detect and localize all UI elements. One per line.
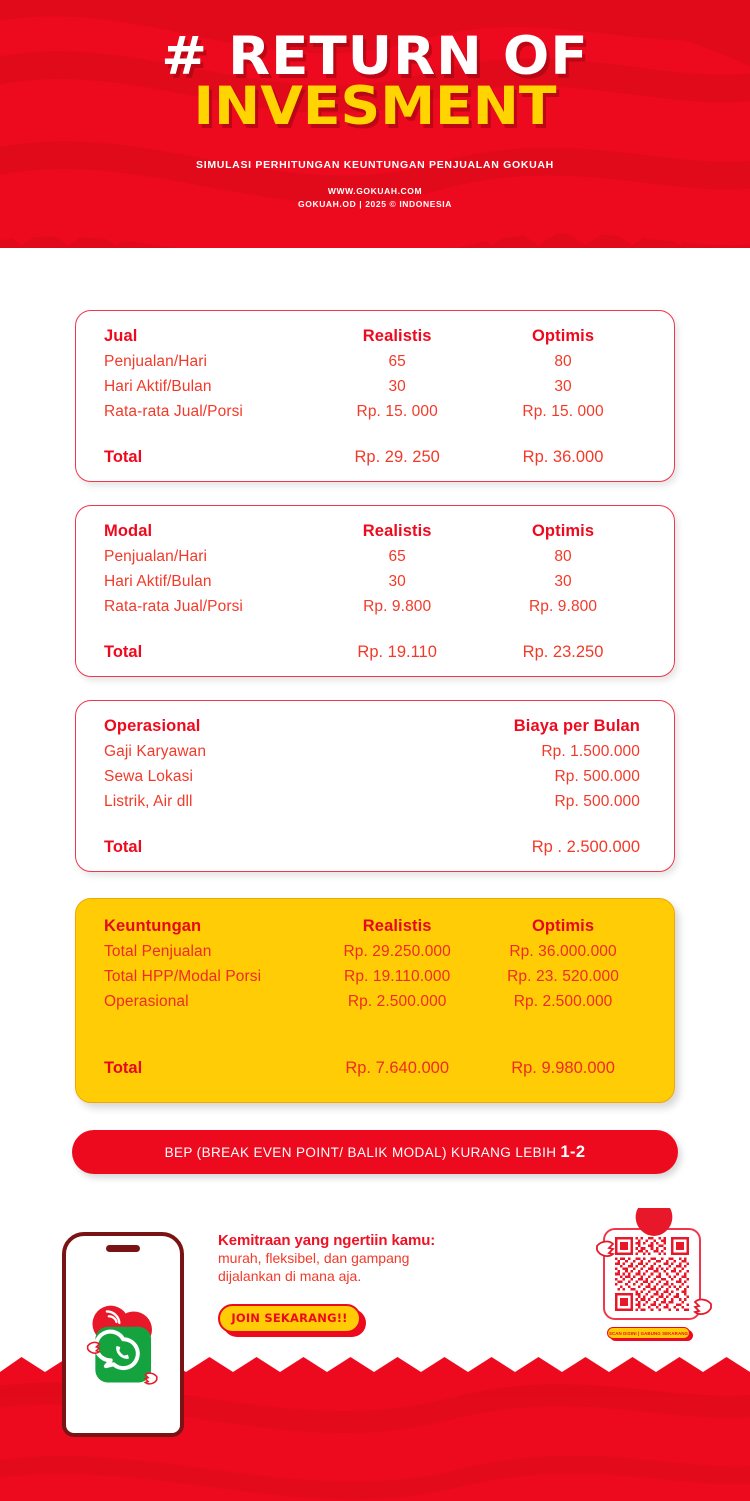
column-header-optimis: Optimis: [531, 522, 595, 540]
total-value-realistis: Rp. 29. 250: [354, 448, 440, 466]
phone-notch: [106, 1245, 140, 1252]
join-sekarang-button[interactable]: [218, 1304, 361, 1333]
row-label: Penjualan/Hari: [104, 548, 208, 565]
table-header-row: [76, 522, 674, 541]
table-row: [76, 943, 674, 961]
total-label: Total: [104, 838, 143, 856]
table-row: [76, 793, 674, 811]
qr-caption-pill: [607, 1327, 690, 1339]
row-value-realistis: Rp. 2.500.000: [347, 993, 447, 1010]
total-value-biaya: Rp . 2.500.000: [531, 838, 640, 856]
row-value-realistis: Rp. 9.800: [363, 598, 432, 615]
join-button-wrap: [218, 1304, 366, 1337]
row-value-optimis: Rp. 2.500.000: [513, 993, 613, 1010]
row-label: Operasional: [104, 993, 189, 1010]
row-value-biaya: Rp. 1.500.000: [541, 743, 640, 760]
column-header-realistis: Realistis: [362, 917, 432, 935]
bep-text: BEP (BREAK EVEN POINT/ BALIK MODAL) KURANG LEBIH: [164, 1144, 557, 1160]
copyright-credit: GOKUAH.OD | 2025 © INDONESIA: [298, 198, 452, 209]
table-card-operasional: [75, 700, 675, 872]
row-label: Listrik, Air dll: [104, 793, 193, 810]
table-header-row: [76, 717, 674, 736]
row-value-realistis: Rp. 15. 000: [356, 403, 438, 420]
page-subtitle: SIMULASI PERHITUNGAN KEUNTUNGAN PENJUALAN GOKUAH: [196, 159, 554, 172]
table-row: [76, 548, 674, 566]
row-value-realistis: 30: [388, 378, 406, 395]
table-row: [76, 968, 674, 986]
row-value-optimis: Rp. 9.800: [528, 598, 598, 615]
promo-line-1: murah, fleksibel, dan gampang: [218, 1250, 410, 1266]
total-value-optimis: Rp. 9.980.000: [511, 1059, 615, 1077]
whatsapp-icon: [80, 1298, 176, 1394]
column-header-optimis: Optimis: [531, 327, 595, 345]
join-button-label: JOIN SEKARANG!!: [231, 1311, 348, 1326]
total-value-realistis: Rp. 19.110: [357, 643, 437, 661]
qr-caption-wrap: [607, 1327, 693, 1341]
column-header-realistis: Realistis: [362, 522, 432, 540]
table-row: [76, 403, 674, 421]
row-value-optimis: Rp. 36.000.000: [509, 943, 617, 960]
row-value-optimis: 30: [554, 573, 572, 590]
table-row: [76, 743, 674, 761]
column-header-category: Keuntungan: [104, 917, 202, 935]
total-label: Total: [104, 448, 143, 466]
page-title-line1: # RETURN OF: [161, 26, 589, 87]
row-value-realistis: Rp. 19.110.000: [344, 968, 451, 985]
table-total-row: [76, 838, 674, 857]
header-banner: [0, 0, 750, 248]
total-label: Total: [104, 1059, 143, 1077]
row-value-biaya: Rp. 500.000: [554, 793, 640, 810]
row-label: Total HPP/Modal Porsi: [104, 968, 262, 985]
total-value-realistis: Rp. 7.640.000: [345, 1059, 449, 1077]
column-header-realistis: Realistis: [362, 327, 432, 345]
table-row: [76, 993, 674, 1011]
row-label: Sewa Lokasi: [104, 768, 193, 785]
column-header-category: Operasional: [104, 717, 201, 735]
row-value-optimis: 30: [554, 378, 572, 395]
column-header-category: Jual: [104, 327, 138, 345]
total-label: Total: [104, 643, 143, 661]
bep-value: 1-2: [560, 1142, 586, 1161]
promo-block: [218, 1232, 508, 1337]
table-header-row: [76, 327, 674, 346]
row-value-optimis: 80: [554, 353, 572, 370]
row-label: Hari Aktif/Bulan: [104, 378, 212, 395]
promo-line-2: dijalankan di mana aja.: [218, 1268, 362, 1285]
qr-block: [596, 1228, 708, 1341]
table-row: [76, 768, 674, 786]
table-total-row: [76, 643, 674, 662]
total-value-optimis: Rp. 23.250: [522, 643, 604, 661]
table-row: [76, 378, 674, 396]
row-value-realistis: Rp. 29.250.000: [343, 943, 451, 960]
qr-code-icon[interactable]: [615, 1237, 689, 1311]
table-card-keuntungan: [75, 898, 675, 1103]
row-label: Penjualan/Hari: [104, 353, 208, 370]
row-value-realistis: 65: [388, 353, 406, 370]
row-value-optimis: 80: [554, 548, 572, 565]
qr-caption-text: SCAN DISINI | GABUNG SEKARANG: [608, 1330, 689, 1336]
total-value-optimis: Rp. 36.000: [522, 448, 604, 466]
row-value-realistis: 65: [388, 548, 406, 565]
row-value-biaya: Rp. 500.000: [554, 768, 640, 785]
table-header-row: [76, 917, 674, 936]
row-value-optimis: Rp. 23. 520.000: [507, 968, 619, 985]
row-value-optimis: Rp. 15. 000: [522, 403, 604, 420]
phone-mockup: [62, 1232, 184, 1437]
website-url: WWW.GOKUAH.COM: [327, 186, 423, 197]
row-label: Hari Aktif/Bulan: [104, 573, 212, 590]
table-card-jual: [75, 310, 675, 482]
column-header-category: Modal: [104, 522, 153, 540]
row-label: Total Penjualan: [104, 943, 212, 960]
table-total-row: [76, 1059, 674, 1078]
row-value-realistis: 30: [388, 573, 406, 590]
row-label: Gaji Karyawan: [104, 743, 207, 760]
table-row: [76, 573, 674, 591]
table-total-row: [76, 448, 674, 467]
row-label: Rata-rata Jual/Porsi: [104, 598, 243, 615]
column-header-optimis: Optimis: [531, 917, 595, 935]
table-card-modal: [75, 505, 675, 677]
bep-banner: [72, 1130, 678, 1174]
promo-heading: Kemitraan yang ngertiin kamu:: [218, 1232, 436, 1249]
qr-card[interactable]: [603, 1228, 701, 1320]
table-row: [76, 353, 674, 371]
row-label: Rata-rata Jual/Porsi: [104, 403, 243, 420]
header-zigzag-edge: [0, 212, 750, 248]
page-title-line2: INVESMENT: [193, 76, 557, 138]
table-row: [76, 598, 674, 616]
column-header-biaya: Biaya per Bulan: [513, 717, 640, 735]
